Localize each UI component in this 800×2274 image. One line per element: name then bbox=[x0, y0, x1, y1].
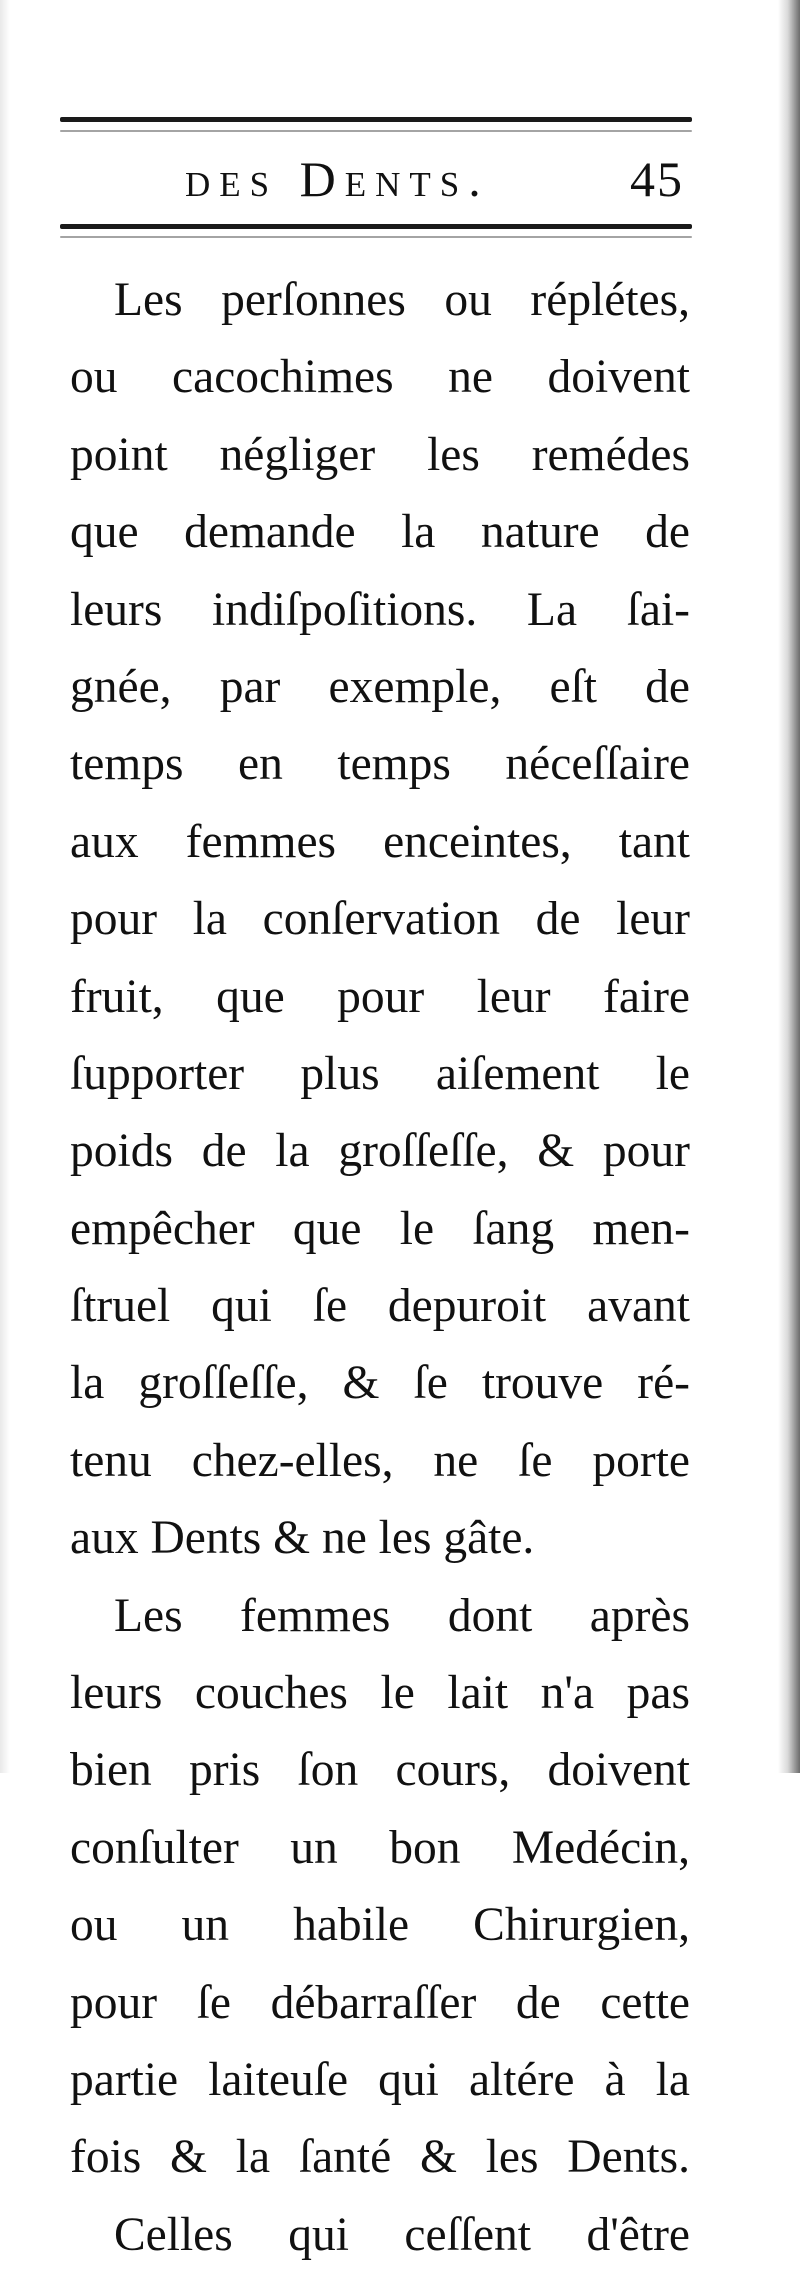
text-line: ou un habile Chirurgien, bbox=[70, 1899, 690, 1952]
text-line: aux Dents & ne les gâte. bbox=[70, 1512, 535, 1565]
text-line: partie laiteuſe qui altére à la bbox=[70, 2053, 690, 2106]
text-line: pour la conſervation de leur bbox=[70, 893, 690, 946]
text-line: que demande la nature de bbox=[70, 506, 690, 559]
text-line: tenu chez-elles, ne ſe porte bbox=[70, 1434, 690, 1487]
text-line: fois & la ſanté & les Dents. bbox=[70, 2131, 690, 2184]
text-line: leurs indiſpoſitions. La ſai- bbox=[70, 583, 690, 636]
text-line: pour ſe débarraſſer de cette bbox=[70, 1976, 690, 2029]
text-line: Celles qui ceſſent d'être bbox=[114, 2208, 690, 2261]
header-top-rule-shadow bbox=[60, 130, 692, 132]
text-line: bien pris ſon cours, doivent bbox=[70, 1744, 690, 1797]
header-bottom-rule-shadow bbox=[60, 236, 692, 238]
text-line: fruit, que pour leur faire bbox=[70, 970, 690, 1023]
page-right-edge-shadow bbox=[778, 0, 800, 1773]
text-line: Les perſonnes ou réplétes, bbox=[114, 274, 690, 326]
text-line: Les femmes dont après bbox=[114, 1589, 690, 1642]
text-line: temps en temps néceſſaire bbox=[70, 738, 690, 791]
text-line: aux femmes enceintes, tant bbox=[70, 815, 690, 868]
text-line: leurs couches le lait n'a pas bbox=[70, 1667, 690, 1720]
body-text bbox=[70, 262, 690, 2274]
page-left-edge-shadow bbox=[0, 0, 10, 1773]
text-line: conſulter un bon Medécin, bbox=[70, 1821, 690, 1874]
text-line: la groſſeſſe, & ſe trouve ré- bbox=[70, 1357, 690, 1410]
text-line: gnée, par exemple, eſt de bbox=[70, 660, 690, 713]
text-line: point négliger les remédes bbox=[70, 428, 690, 481]
text-line: ou cacochimes ne doivent bbox=[70, 351, 690, 404]
text-line: ſupporter plus aiſement le bbox=[70, 1047, 690, 1100]
header-bottom-rule bbox=[60, 224, 692, 229]
text-line: ſtruel qui ſe depuroit avant bbox=[70, 1280, 690, 1333]
running-head bbox=[60, 140, 692, 218]
header-top-rule bbox=[60, 117, 692, 122]
running-title: des Dents. bbox=[185, 151, 490, 207]
text-line: empêcher que le ſang men- bbox=[70, 1202, 690, 1255]
text-line: poids de la groſſeſſe, & pour bbox=[70, 1125, 690, 1178]
page-number: 45 bbox=[630, 151, 684, 207]
